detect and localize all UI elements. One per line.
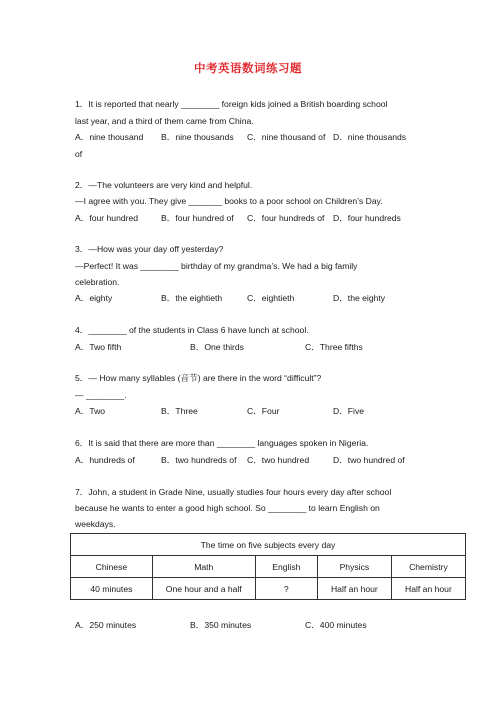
q7-option-b: B．350 minutes — [190, 620, 252, 630]
table-row — [71, 578, 466, 600]
q2-option-d: D．four hundreds — [333, 213, 401, 223]
q7-header-cell: Physics — [317, 556, 391, 578]
q7-stem-line3: weekdays. — [75, 519, 116, 529]
q2-option-b: B．four hundred of — [161, 213, 234, 223]
q7-stem-line1: 7．John, a student in Grade Nine, usually studies four hours every day after school — [75, 487, 392, 497]
q7-header-cell: Math — [152, 556, 255, 578]
q2-stem-line1: 2．—The volunteers are very kind and helpful. — [75, 180, 253, 190]
q2-stem-line2: —I agree with you. They give _______ books to a poor school on Children’s Day. — [75, 196, 383, 206]
q7-value-cell: 40 minutes — [71, 578, 153, 600]
q7-table-caption: The time on five subjects every day — [71, 534, 466, 556]
q1-option-d-wrap: of — [75, 149, 83, 159]
q7-option-a: A．250 minutes — [75, 620, 137, 630]
q3-option-c: C．eightieth — [247, 293, 295, 303]
q5-stem-line2: — ________. — [75, 390, 127, 400]
page-title: 中考英语数词练习题 — [194, 63, 302, 75]
q6-option-a: A．hundreds of — [75, 455, 135, 465]
q2-option-c: C．four hundreds of — [247, 213, 325, 223]
q7-value-cell: ? — [255, 578, 317, 600]
q3-option-d: D．the eighty — [333, 293, 386, 303]
q7-header-cell: Chemistry — [391, 556, 465, 578]
q6-option-d: D．two hundred of — [333, 455, 405, 465]
q7-header-cell: Chinese — [71, 556, 153, 578]
q3-stem-line1: 3．—How was your day off yesterday? — [75, 244, 224, 254]
q7-stem-line2: because he wants to enter a good high school. So ________ to learn English on — [75, 503, 380, 513]
q3-option-b: B．the eightieth — [161, 293, 223, 303]
q5-option-a: A．Two — [75, 406, 106, 416]
q1-stem-line1: 1．It is reported that nearly ________ foreign kids joined a British boarding school — [75, 99, 388, 109]
q6-option-b: B．two hundreds of — [161, 455, 237, 465]
q5-stem-line1: 5．— How many syllables (音节) are there in the word “difficult”? — [75, 373, 322, 383]
q7-header-cell: English — [255, 556, 317, 578]
q7-value-cell: One hour and a half — [152, 578, 255, 600]
q3-stem-line3: celebration. — [75, 277, 120, 287]
q1-option-d: D．nine thousands — [333, 132, 407, 142]
q1-option-c: C．nine thousand of — [247, 132, 326, 142]
q7-value-cell: Half an hour — [391, 578, 465, 600]
q1-option-b: B．nine thousands — [161, 132, 234, 142]
q7-time-table — [70, 533, 466, 600]
q7-option-c: C．400 minutes — [305, 620, 367, 630]
q2-option-a: A．four hundred — [75, 213, 139, 223]
q5-option-d: D．Five — [333, 406, 365, 416]
q7-value-cell: Half an hour — [317, 578, 391, 600]
q4-option-c: C．Three fifths — [305, 342, 363, 352]
q6-option-c: C．two hundred — [247, 455, 310, 465]
table-row — [71, 556, 466, 578]
q1-option-a: A．nine thousand — [75, 132, 144, 142]
q4-option-a: A．Two fifth — [75, 342, 122, 352]
q1-stem-line2: last year, and a third of them came from China. — [75, 116, 254, 126]
q6-stem-line1: 6．It is said that there are more than ________ languages spoken in Nigeria. — [75, 438, 369, 448]
q4-option-b: B．One thirds — [190, 342, 244, 352]
q3-stem-line2: —Perfect! It was ________ birthday of my grandma’s. We had a big family — [75, 261, 358, 271]
q5-option-b: B．Three — [161, 406, 198, 416]
q5-option-c: C．Four — [247, 406, 280, 416]
q4-stem-line1: 4．________ of the students in Class 6 have lunch at school. — [75, 325, 309, 335]
q3-option-a: A．eighty — [75, 293, 113, 303]
